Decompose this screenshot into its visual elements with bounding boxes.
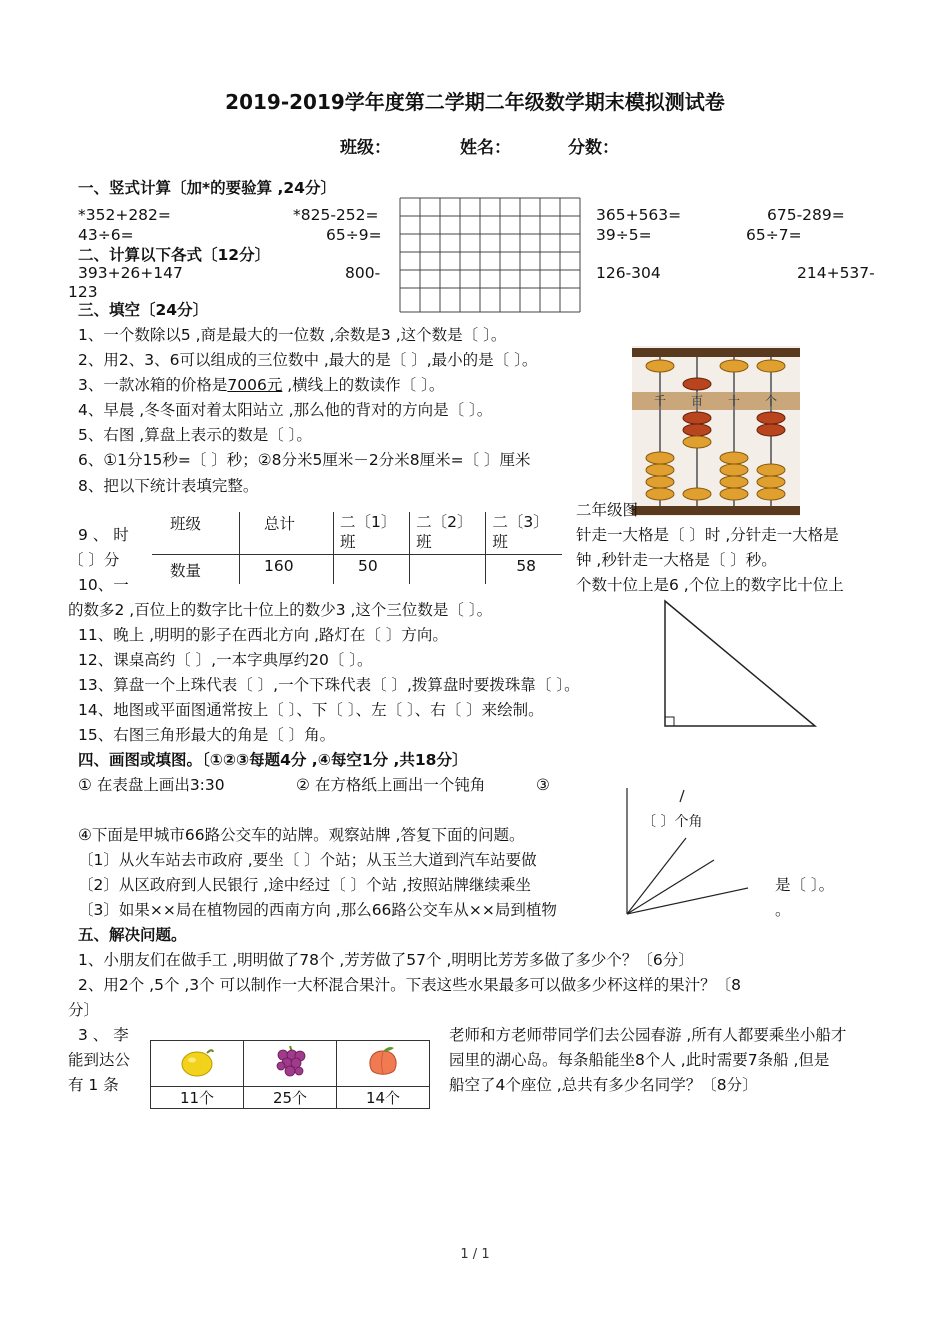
- problem-5-2-cont: 分〕: [68, 1001, 100, 1019]
- page-title: 2019-2019学年度第二学期二年级数学期末模拟测试卷: [225, 90, 725, 114]
- fruit-count-peach: 14个: [337, 1087, 430, 1109]
- question-4-4-2-tail: 是〔 〕。: [775, 876, 835, 894]
- question-3-9-right-2: 针走一大格是〔 〕时 ,分针走一大格是: [576, 526, 839, 544]
- question-4-4-1: 〔1〕从火车站去市政府 ,要坐〔 〕个站；从玉兰大道到汽车站要做: [78, 851, 537, 869]
- expr-3: 365+563=: [596, 206, 682, 224]
- score-label: 分数：: [568, 138, 619, 158]
- fruit-count-lemon: 11个: [151, 1087, 244, 1109]
- expr-1: *352+282=: [78, 206, 171, 224]
- fruit-table: [150, 1040, 430, 1109]
- expr-5: 43÷6=: [78, 226, 134, 244]
- statistics-table: [152, 512, 562, 584]
- abacus-label-hundreds: 百: [690, 394, 704, 408]
- calc-expr-1: 393+26+147: [78, 264, 183, 282]
- fruit-cell-grape: [244, 1041, 337, 1087]
- stat-value-class-3: 58: [516, 556, 537, 575]
- question-3-14: 14、地图或平面图通常按上〔 〕、下〔 〕、左〔 〕、右〔 〕来绘制。: [78, 701, 544, 719]
- question-3-5: 5、右图 ,算盘上表示的数是〔 〕。: [78, 426, 312, 444]
- fruit-cell-peach: [337, 1041, 430, 1087]
- question-3-15: 15、右图三角形最大的角是〔 〕角。: [78, 726, 336, 744]
- stat-row-label: 数量: [152, 554, 240, 584]
- expr-8: 65÷7=: [746, 226, 802, 244]
- calc-expr-2: 800-: [345, 264, 381, 282]
- section-1-heading: 一、竖式计算〔加*的要验算 ,24分〕: [78, 179, 336, 197]
- question-3-9-start: 9 、 时: [78, 526, 129, 544]
- problem-5-2: 2、用2个 ,5个 ,3个 可以制作一大杯混合果汁。下表这些水果最多可以做多少杯这样的果汁？〔8: [78, 976, 741, 994]
- section-5-heading: 五、解决问题。: [78, 926, 187, 944]
- fruit-count-grape: 25个: [244, 1087, 337, 1109]
- stat-header-total: 总计: [240, 512, 334, 554]
- fruit-cell-lemon: [151, 1041, 244, 1087]
- question-3-11: 11、晚上 ,明明的影子在西北方向 ,路灯在〔 〕方向。: [78, 626, 448, 644]
- question-3-13: 13、算盘一个上珠代表〔 〕,一个下珠代表〔 〕,拨算盘时要拨珠靠〔 〕。: [78, 676, 580, 694]
- question-3-2: 2、用2、3、6可以组成的三位数中 ,最大的是〔 〕,最小的是〔 〕。: [78, 351, 538, 369]
- drawing-task-3: ③: [536, 776, 550, 794]
- question-3-9-blank: 〔 〕分: [68, 551, 120, 569]
- stat-header-class-3: 二〔3〕班: [492, 513, 549, 551]
- drawing-task-1: ① 在表盘上画出3:30: [78, 776, 225, 794]
- question-3-10-start: 10、一: [78, 576, 129, 594]
- abacus-image: [632, 346, 800, 516]
- calculation-grid: [398, 196, 582, 316]
- stat-value-class-2: [410, 554, 486, 584]
- class-label: 班级：: [340, 138, 391, 158]
- question-3-9-right-1: 二年级图: [576, 501, 639, 519]
- question-4-4-3: 〔3〕如果××局在植物园的西南方向 ,那么66路公交车从××局到植物: [78, 901, 557, 919]
- question-4-4: ④下面是甲城市66路公交车的站牌。观察站牌 ,答复下面的问题。: [78, 826, 525, 844]
- section-3-heading: 三、填空〔24分〕: [78, 301, 209, 319]
- question-3-4: 4、早晨 ,冬冬面对着太阳站立 ,那么他的背对的方向是〔 〕。: [78, 401, 493, 419]
- question-3-6: 6、①1分15秒=〔 〕秒；②8分米5厘米－2分米8厘米=〔 〕厘米: [78, 451, 531, 469]
- problem-5-3-left-2: 能到达公: [68, 1051, 131, 1069]
- page-number: 1 / 1: [460, 1247, 490, 1262]
- question-3-12: 12、课桌高约〔 〕,一本字典厚约20〔 〕。: [78, 651, 373, 669]
- abacus-label-ones: 个: [764, 394, 778, 408]
- problem-5-3-right-2: 园里的湖心岛。每条船能坐8个人 ,此时需要7条船 ,但是: [449, 1051, 830, 1069]
- angle-rays-figure: [622, 786, 752, 918]
- stat-header-class-1: 二〔1〕班: [334, 512, 410, 554]
- calc-expr-4: 214+537-: [797, 264, 875, 282]
- right-triangle-figure: [660, 598, 820, 730]
- lemon-icon: [177, 1043, 217, 1081]
- question-3-1: 1、一个数除以5 ,商是最大的一位数 ,余数是3 ,这个数是〔 〕。: [78, 326, 507, 344]
- peach-icon: [363, 1043, 403, 1081]
- problem-5-1: 1、小朋友们在做手工 ,明明做了78个 ,芳芳做了57个 ,明明比芳芳多做了多少个？〔6分〕: [78, 951, 694, 969]
- question-3-8: 8、把以下统计表填完整。: [78, 477, 259, 495]
- stat-header-class: 班级: [152, 512, 240, 554]
- angle-count-label: 〔 〕个角: [642, 814, 703, 830]
- question-3-10-cont: 的数多2 ,百位上的数字比十位上的数少3 ,这个三位数是〔 〕。: [68, 601, 493, 619]
- grape-icon: [270, 1042, 310, 1082]
- problem-5-3-right-3: 船空了4个座位 ,总共有多少名同学？〔8分〕: [449, 1076, 758, 1094]
- calc-expr-3: 126-304: [596, 264, 661, 282]
- expr-4: 675-289=: [767, 206, 845, 224]
- abacus-label-tens: 十: [727, 394, 741, 408]
- abacus-label-thousands: 千: [653, 394, 667, 408]
- expr-7: 39÷5=: [596, 226, 652, 244]
- question-3-9-right-3: 钟 ,秒针走一大格是〔 〕秒。: [576, 551, 777, 569]
- question-3-10-right: 个数十位上是6 ,个位上的数字比十位上: [576, 576, 844, 594]
- stat-header-class-2: 二〔2〕班: [410, 512, 486, 554]
- name-label: 姓名：: [460, 138, 511, 158]
- section-4-heading: 四、画图或填图。〔①②③每题4分 ,④每空1分 ,共18分〕: [78, 751, 468, 769]
- stat-value-total: 160: [240, 554, 334, 584]
- expr-2: *825-252=: [293, 206, 379, 224]
- question-3-3: 3、一款冰箱的价格是7006元 ,横线上的数读作〔 〕。: [78, 376, 445, 394]
- price-value: 7006元: [227, 376, 283, 394]
- drawing-task-2: ② 在方格纸上画出一个钝角: [296, 776, 486, 794]
- problem-5-3-left-1: 3 、 李: [78, 1026, 129, 1044]
- expr-6: 65÷9=: [326, 226, 382, 244]
- problem-5-3-right-1: 老师和方老师带同学们去公园春游 ,所有人都要乘坐小船才: [449, 1026, 847, 1044]
- problem-5-3-left-3: 有 1 条: [68, 1076, 119, 1094]
- calc-expr-4-cont: 123: [68, 283, 98, 301]
- section-2-heading: 二、计算以下各式〔12分〕: [78, 246, 271, 264]
- stat-value-class-1: 50: [334, 554, 410, 584]
- question-4-4-3-tail: 。: [775, 901, 791, 919]
- question-4-4-2: 〔2〕从区政府到人民银行 ,途中经过〔 〕个站 ,按照站牌继续乘坐: [78, 876, 531, 894]
